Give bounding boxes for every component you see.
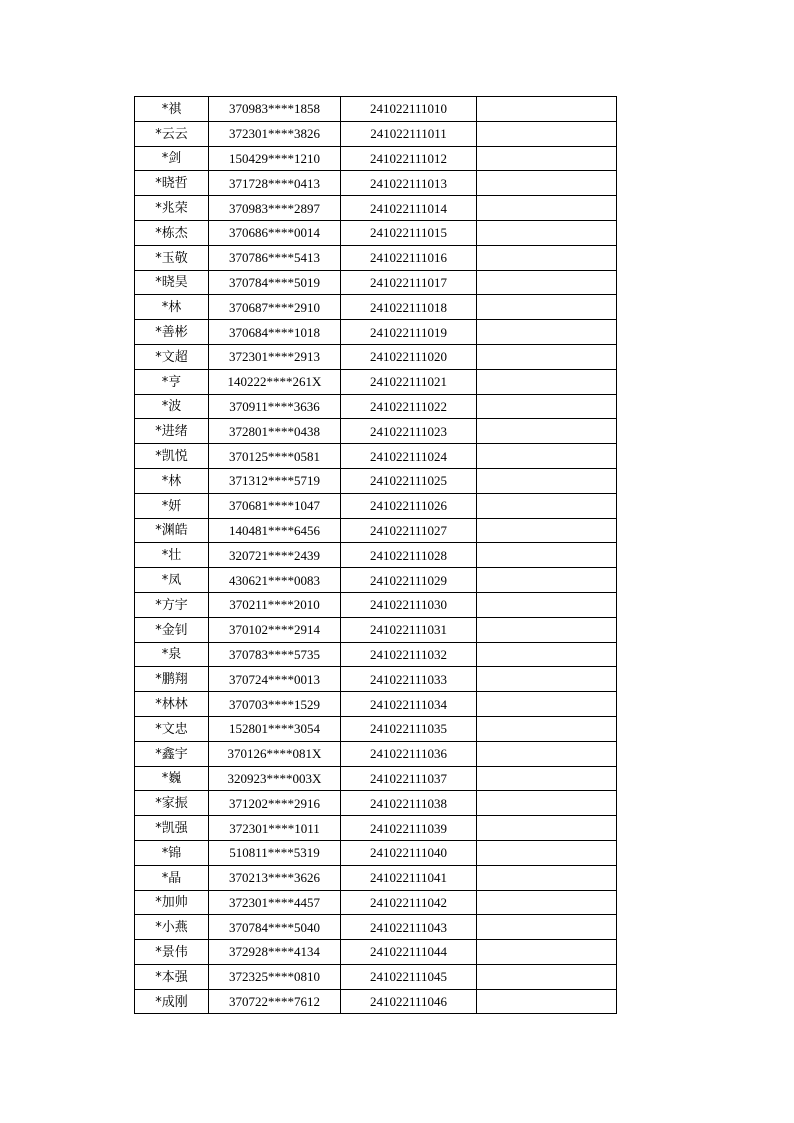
blank-cell <box>477 667 617 692</box>
ticket-number-cell: 241022111031 <box>341 617 477 642</box>
blank-cell <box>477 915 617 940</box>
name-text: *景伟 <box>155 944 188 960</box>
ticket-number-cell: 241022111038 <box>341 791 477 816</box>
id-number-cell: 140481****6456 <box>209 518 341 543</box>
table-row <box>135 121 617 146</box>
ticket-number-cell: 241022111030 <box>341 592 477 617</box>
table-row <box>135 890 617 915</box>
name-cell <box>135 592 209 617</box>
table-row <box>135 320 617 345</box>
name-text: *凯强 <box>155 821 188 836</box>
table-row <box>135 642 617 667</box>
blank-cell <box>477 816 617 841</box>
blank-cell <box>477 543 617 568</box>
table-row <box>135 518 617 543</box>
name-text: *渊皓 <box>155 523 188 539</box>
id-number-cell: 372301****1011 <box>209 816 341 841</box>
ticket-number-cell: 241022111021 <box>341 369 477 394</box>
name-cell <box>135 741 209 766</box>
name-text: *玉敬 <box>155 250 188 266</box>
id-number-cell: 152801****3054 <box>209 716 341 741</box>
name-cell <box>135 915 209 940</box>
ticket-number-cell: 241022111028 <box>341 543 477 568</box>
blank-cell <box>477 468 617 493</box>
blank-cell <box>477 146 617 171</box>
blank-cell <box>477 592 617 617</box>
name-text: *祺 <box>161 101 182 117</box>
roster-table <box>134 96 617 1014</box>
table-row <box>135 741 617 766</box>
id-number-cell: 370983****2897 <box>209 196 341 221</box>
name-cell <box>135 692 209 717</box>
name-cell <box>135 220 209 245</box>
name-cell <box>135 518 209 543</box>
blank-cell <box>477 692 617 717</box>
table-row <box>135 940 617 965</box>
name-text: *小燕 <box>155 920 188 936</box>
ticket-number-cell: 241022111036 <box>341 741 477 766</box>
id-number-cell: 370126****081X <box>209 741 341 766</box>
name-cell <box>135 667 209 692</box>
ticket-number-cell: 241022111044 <box>341 940 477 965</box>
id-number-cell: 370125****0581 <box>209 444 341 469</box>
name-cell <box>135 394 209 419</box>
name-cell <box>135 989 209 1014</box>
name-text: *本强 <box>155 969 188 985</box>
table-row <box>135 97 617 122</box>
name-cell <box>135 716 209 741</box>
ticket-number-cell: 241022111020 <box>341 344 477 369</box>
ticket-number-cell: 241022111012 <box>341 146 477 171</box>
ticket-number-cell: 241022111019 <box>341 320 477 345</box>
ticket-number-cell: 241022111026 <box>341 493 477 518</box>
name-text: *鹏翔 <box>155 672 188 688</box>
id-number-cell: 372801****0438 <box>209 419 341 444</box>
blank-cell <box>477 444 617 469</box>
blank-cell <box>477 270 617 295</box>
name-text: *家振 <box>155 796 188 812</box>
ticket-number-cell: 241022111046 <box>341 989 477 1014</box>
blank-cell <box>477 617 617 642</box>
name-text: *亨 <box>161 374 182 390</box>
blank-cell <box>477 518 617 543</box>
name-cell <box>135 940 209 965</box>
name-cell <box>135 964 209 989</box>
blank-cell <box>477 642 617 667</box>
table-row <box>135 196 617 221</box>
table-row <box>135 692 617 717</box>
ticket-number-cell: 241022111018 <box>341 295 477 320</box>
ticket-number-cell: 241022111025 <box>341 468 477 493</box>
table-row <box>135 667 617 692</box>
name-text: *晶 <box>161 870 182 886</box>
id-number-cell: 320721****2439 <box>209 543 341 568</box>
table-row <box>135 171 617 196</box>
name-cell <box>135 791 209 816</box>
blank-cell <box>477 766 617 791</box>
name-text: *鑫宇 <box>155 746 188 762</box>
ticket-number-cell: 241022111013 <box>341 171 477 196</box>
id-number-cell: 371728****0413 <box>209 171 341 196</box>
table-row <box>135 394 617 419</box>
id-number-cell: 370983****1858 <box>209 97 341 122</box>
blank-cell <box>477 171 617 196</box>
table-row <box>135 419 617 444</box>
table-row <box>135 146 617 171</box>
name-text: *晓昊 <box>155 275 188 291</box>
name-cell <box>135 766 209 791</box>
id-number-cell: 370911****3636 <box>209 394 341 419</box>
name-text: *晓哲 <box>155 176 188 192</box>
ticket-number-cell: 241022111032 <box>341 642 477 667</box>
blank-cell <box>477 295 617 320</box>
name-text: *妍 <box>161 498 182 514</box>
name-cell <box>135 245 209 270</box>
name-text: *兆荣 <box>155 201 188 217</box>
ticket-number-cell: 241022111035 <box>341 716 477 741</box>
ticket-number-cell: 241022111034 <box>341 692 477 717</box>
id-number-cell: 371312****5719 <box>209 468 341 493</box>
blank-cell <box>477 741 617 766</box>
name-text: *林 <box>161 473 182 489</box>
ticket-number-cell: 241022111022 <box>341 394 477 419</box>
blank-cell <box>477 369 617 394</box>
blank-cell <box>477 568 617 593</box>
table-row <box>135 865 617 890</box>
name-cell <box>135 468 209 493</box>
name-cell <box>135 171 209 196</box>
table-row <box>135 220 617 245</box>
name-cell <box>135 97 209 122</box>
name-text: *波 <box>161 399 182 415</box>
name-cell <box>135 642 209 667</box>
blank-cell <box>477 245 617 270</box>
name-cell <box>135 121 209 146</box>
blank-cell <box>477 97 617 122</box>
name-cell <box>135 444 209 469</box>
ticket-number-cell: 241022111015 <box>341 220 477 245</box>
name-cell <box>135 320 209 345</box>
blank-cell <box>477 791 617 816</box>
blank-cell <box>477 716 617 741</box>
id-number-cell: 371202****2916 <box>209 791 341 816</box>
name-cell <box>135 493 209 518</box>
id-number-cell: 320923****003X <box>209 766 341 791</box>
id-number-cell: 430621****0083 <box>209 568 341 593</box>
name-cell <box>135 865 209 890</box>
name-cell <box>135 568 209 593</box>
blank-cell <box>477 940 617 965</box>
table-row <box>135 543 617 568</box>
name-cell <box>135 295 209 320</box>
id-number-cell: 370722****7612 <box>209 989 341 1014</box>
name-text: *剑 <box>161 151 182 167</box>
blank-cell <box>477 419 617 444</box>
name-cell <box>135 369 209 394</box>
ticket-number-cell: 241022111043 <box>341 915 477 940</box>
name-text: *凤 <box>161 573 182 589</box>
blank-cell <box>477 121 617 146</box>
roster-table-body <box>135 97 617 1014</box>
blank-cell <box>477 320 617 345</box>
ticket-number-cell: 241022111040 <box>341 840 477 865</box>
ticket-number-cell: 241022111024 <box>341 444 477 469</box>
id-number-cell: 370786****5413 <box>209 245 341 270</box>
table-row <box>135 592 617 617</box>
id-number-cell: 370211****2010 <box>209 592 341 617</box>
id-number-cell: 370703****1529 <box>209 692 341 717</box>
name-text: *加帅 <box>155 895 188 911</box>
ticket-number-cell: 241022111014 <box>341 196 477 221</box>
name-text: *文超 <box>155 349 188 365</box>
id-number-cell: 370681****1047 <box>209 493 341 518</box>
blank-cell <box>477 989 617 1014</box>
id-number-cell: 372301****4457 <box>209 890 341 915</box>
table-row <box>135 766 617 791</box>
id-number-cell: 370686****0014 <box>209 220 341 245</box>
table-row <box>135 295 617 320</box>
id-number-cell: 370783****5735 <box>209 642 341 667</box>
table-row <box>135 493 617 518</box>
name-cell <box>135 543 209 568</box>
id-number-cell: 370784****5040 <box>209 915 341 940</box>
name-cell <box>135 617 209 642</box>
id-number-cell: 370724****0013 <box>209 667 341 692</box>
blank-cell <box>477 865 617 890</box>
id-number-cell: 372928****4134 <box>209 940 341 965</box>
name-cell <box>135 344 209 369</box>
ticket-number-cell: 241022111045 <box>341 964 477 989</box>
name-text: *方宇 <box>155 597 188 613</box>
ticket-number-cell: 241022111023 <box>341 419 477 444</box>
name-text: *进绪 <box>155 424 188 440</box>
id-number-cell: 370102****2914 <box>209 617 341 642</box>
table-row <box>135 617 617 642</box>
id-number-cell: 370213****3626 <box>209 865 341 890</box>
table-row <box>135 964 617 989</box>
table-row <box>135 369 617 394</box>
table-row <box>135 245 617 270</box>
table-row <box>135 444 617 469</box>
blank-cell <box>477 840 617 865</box>
name-cell <box>135 146 209 171</box>
ticket-number-cell: 241022111011 <box>341 121 477 146</box>
id-number-cell: 370687****2910 <box>209 295 341 320</box>
table-row <box>135 344 617 369</box>
name-text: *金钊 <box>155 622 188 638</box>
blank-cell <box>477 964 617 989</box>
ticket-number-cell: 241022111029 <box>341 568 477 593</box>
blank-cell <box>477 196 617 221</box>
id-number-cell: 370684****1018 <box>209 320 341 345</box>
blank-cell <box>477 394 617 419</box>
id-number-cell: 510811****5319 <box>209 840 341 865</box>
name-text: *善彬 <box>155 325 188 341</box>
id-number-cell: 140222****261X <box>209 369 341 394</box>
name-cell <box>135 419 209 444</box>
ticket-number-cell: 241022111039 <box>341 816 477 841</box>
blank-cell <box>477 493 617 518</box>
name-text: *栋杰 <box>155 225 188 241</box>
name-text: *林 <box>161 300 182 316</box>
name-text: *林林 <box>155 697 188 713</box>
name-cell <box>135 890 209 915</box>
name-cell <box>135 816 209 841</box>
blank-cell <box>477 890 617 915</box>
ticket-number-cell: 241022111037 <box>341 766 477 791</box>
table-row <box>135 840 617 865</box>
table-row <box>135 816 617 841</box>
blank-cell <box>477 344 617 369</box>
name-text: *凯悦 <box>155 449 188 465</box>
name-text: *巍 <box>161 771 182 787</box>
id-number-cell: 150429****1210 <box>209 146 341 171</box>
table-row <box>135 270 617 295</box>
name-cell <box>135 196 209 221</box>
ticket-number-cell: 241022111010 <box>341 97 477 122</box>
ticket-number-cell: 241022111033 <box>341 667 477 692</box>
ticket-number-cell: 241022111042 <box>341 890 477 915</box>
name-text: *锦 <box>161 845 182 861</box>
ticket-number-cell: 241022111017 <box>341 270 477 295</box>
name-text: *泉 <box>161 647 182 663</box>
id-number-cell: 372301****3826 <box>209 121 341 146</box>
id-number-cell: 372325****0810 <box>209 964 341 989</box>
table-row <box>135 989 617 1014</box>
name-text: *云云 <box>155 126 188 142</box>
ticket-number-cell: 241022111041 <box>341 865 477 890</box>
table-row <box>135 468 617 493</box>
table-row <box>135 791 617 816</box>
id-number-cell: 370784****5019 <box>209 270 341 295</box>
table-row <box>135 915 617 940</box>
ticket-number-cell: 241022111027 <box>341 518 477 543</box>
name-text: *成刚 <box>155 994 188 1010</box>
name-text: *文忠 <box>155 721 188 737</box>
table-row <box>135 716 617 741</box>
id-number-cell: 372301****2913 <box>209 344 341 369</box>
table-row <box>135 568 617 593</box>
blank-cell <box>477 220 617 245</box>
name-cell <box>135 840 209 865</box>
name-text: *壮 <box>161 548 182 564</box>
ticket-number-cell: 241022111016 <box>341 245 477 270</box>
name-cell <box>135 270 209 295</box>
